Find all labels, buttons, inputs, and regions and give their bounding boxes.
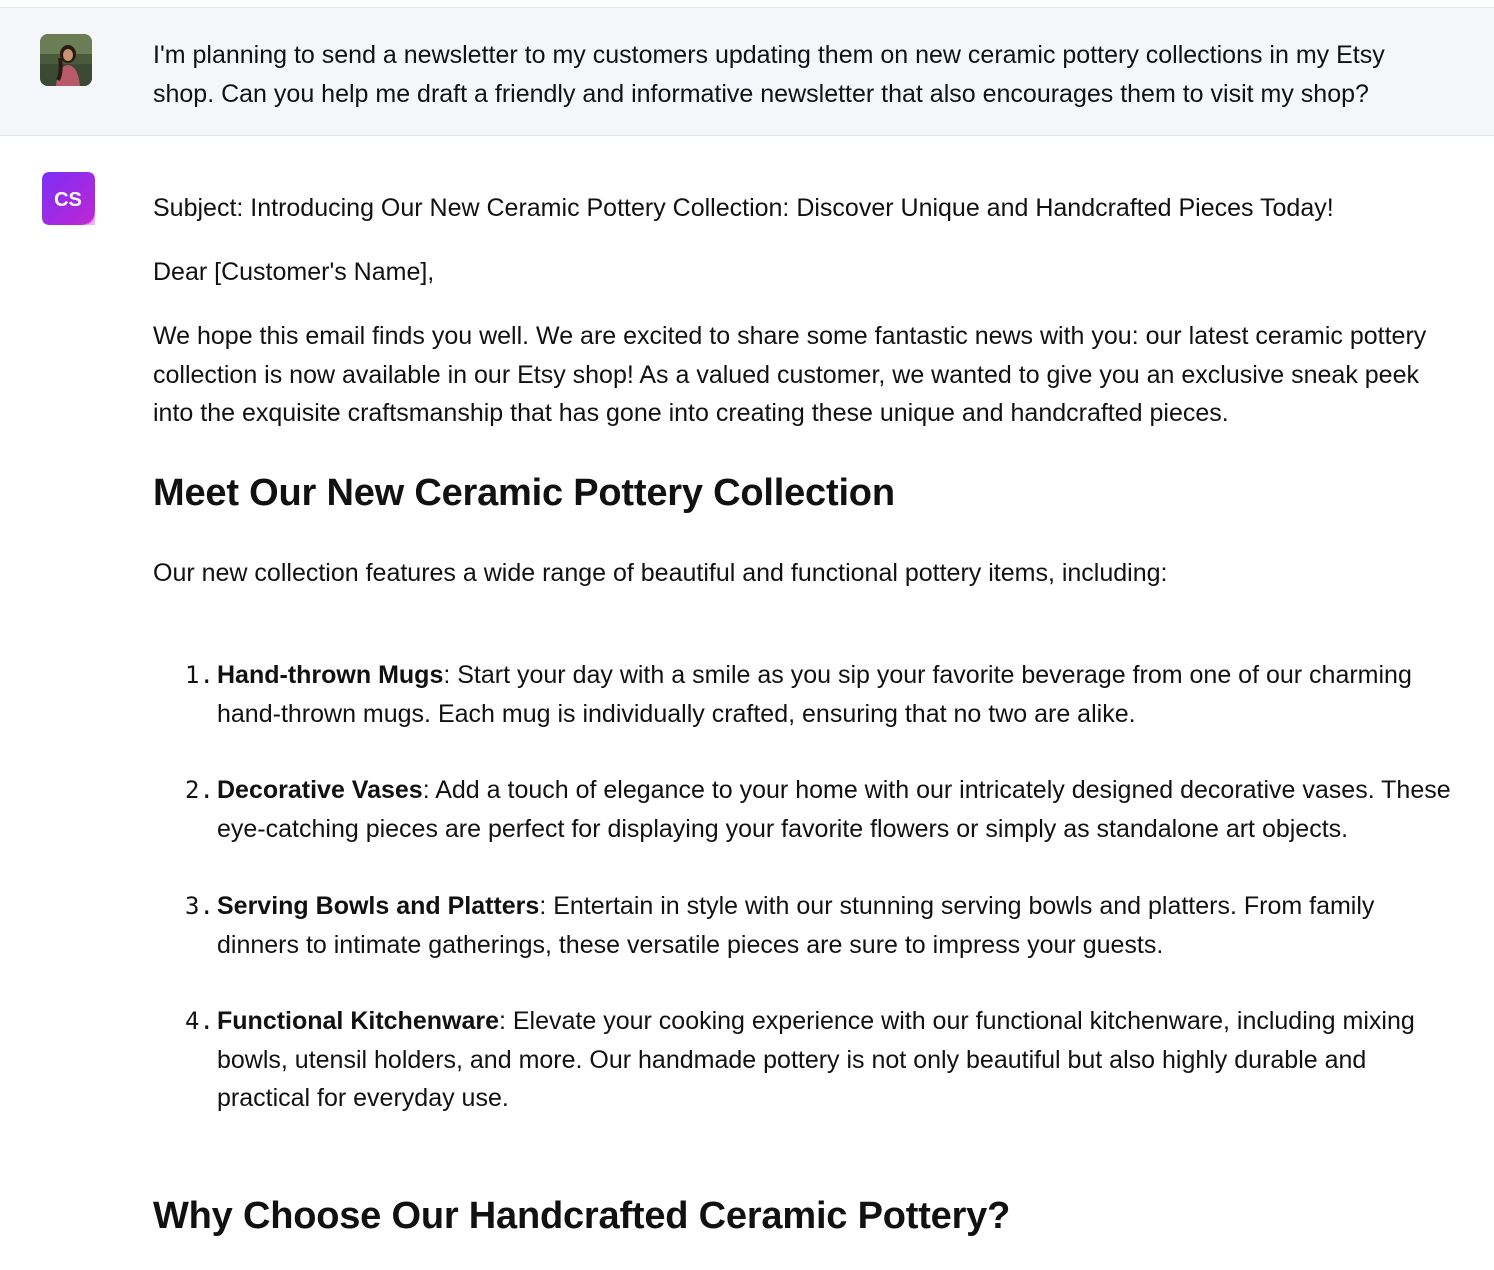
list-item-number: 4. [185,1007,214,1035]
list-item-title: Hand-thrown Mugs [217,661,444,689]
list-item-number: 2. [185,776,214,804]
list-item-text: : Add a touch of elegance to your home with our intricately designed decorative vases. These eye-catching pieces are perfect for displaying your favorite flowers or simply as standalone art objects. [217,776,1451,843]
user-message-text: I'm planning to send a newsletter to my customers updating them on new ceramic pottery collections in my Etsy shop. Can you help me draft a friendly and informative newsletter that also encourages them to visit my shop? [153,41,1385,108]
user-avatar [40,34,92,86]
section-heading-why: Why Choose Our Handcrafted Ceramic Pottery? [153,1195,1011,1237]
section-heading-collection: Meet Our New Ceramic Pottery Collection [153,472,895,514]
list-item-number: 3. [185,892,214,920]
list-item-title: Serving Bowls and Platters [217,892,540,920]
list-item-title: Functional Kitchenware [217,1007,499,1035]
list-item-text: : Start your day with a smile as you sip your favorite beverage from one of our charming hand-thrown mugs. Each mug is individually crafted, ensuring that no two are alike. [217,661,1412,728]
list-item [185,1002,1462,1118]
list-item-text: : Entertain in style with our stunning serving bowls and platters. From family dinners to intimate gatherings, these versatile pieces are sure to impress your guests. [217,892,1375,959]
list-item-text: : Elevate your cooking experience with our functional kitchenware, including mixing bowls, utensil holders, and more. Our handmade pottery is not only beautiful but also highly durable and practical for everyday use. [217,1007,1415,1112]
user-message-row [0,7,1494,136]
email-greeting: Dear [Customer's Name], [153,258,435,286]
list-item [185,656,1462,733]
email-subject: Subject: Introducing Our New Ceramic Pottery Collection: Discover Unique and Handcrafted Pieces Today! [153,194,1334,222]
list-item-number: 1. [185,661,214,689]
list-item-title: Decorative Vases [217,776,423,804]
list-item [185,771,1462,848]
assistant-logo-text: CS [54,189,82,211]
assistant-logo-icon [42,172,95,225]
email-intro: We hope this email finds you well. We are excited to share some fantastic news with you: our latest ceramic pottery collection is now available in our Etsy shop! As a valued customer, we wanted to give you an exclusive sneak peek into the exquisite craftsmanship that has gone into creating these unique and handcrafted pieces. [153,322,1427,427]
list-item [185,887,1462,964]
collection-intro: Our new collection features a wide range of beautiful and functional pottery items, including: [153,559,1168,587]
